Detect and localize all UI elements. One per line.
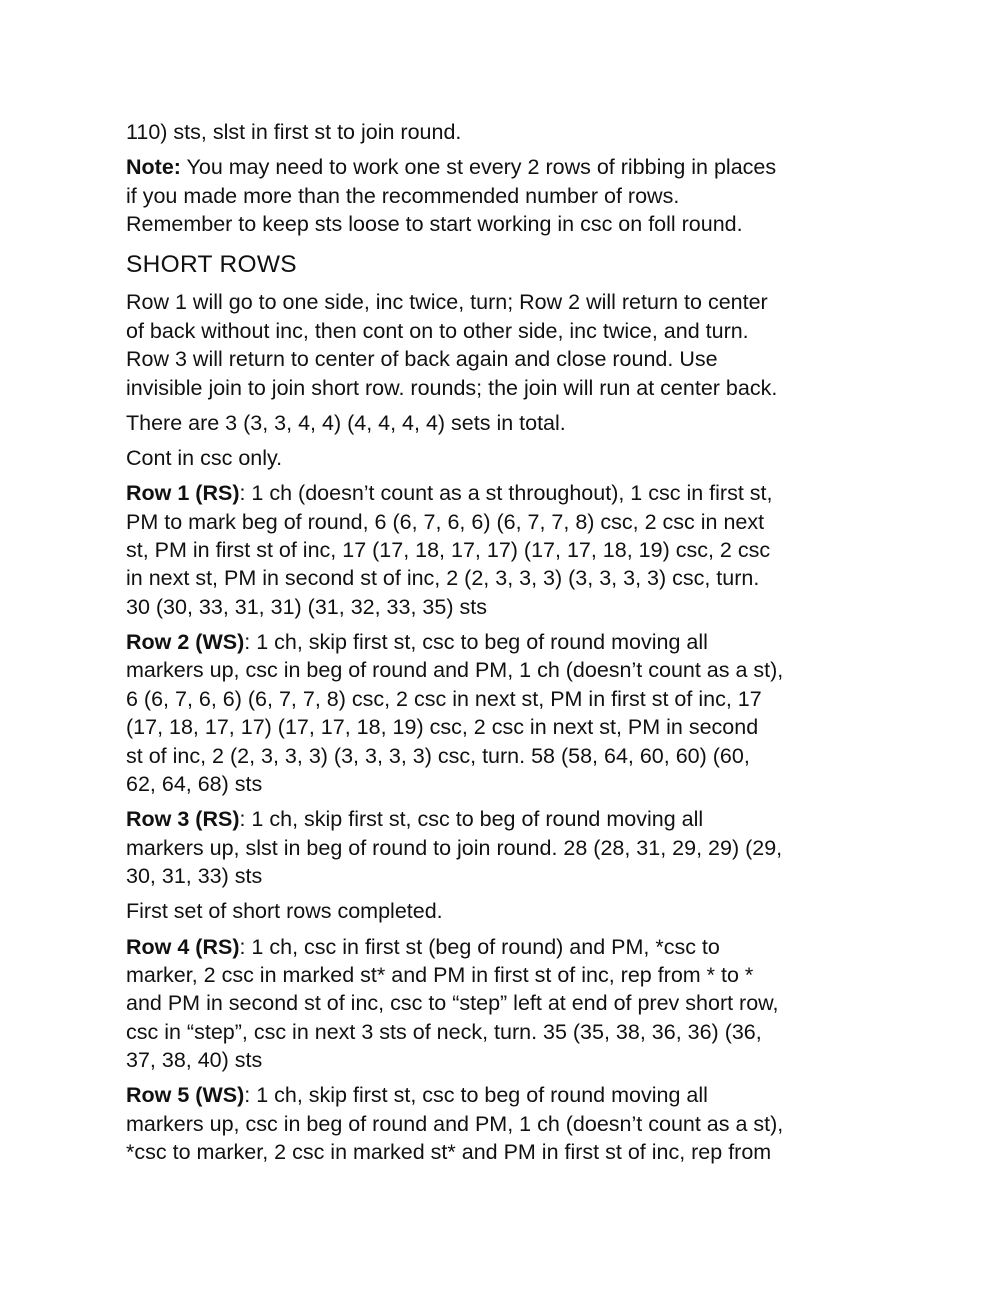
paragraph-text: : 1 ch, skip first st, csc to beg of round moving all markers up, slst in beg of round to join round. 28 (28, 31, 29, 29) (29, 30, 31, 33) sts bbox=[126, 807, 783, 889]
row-label: Row 4 (RS) bbox=[126, 934, 240, 959]
paragraph-row-4 bbox=[126, 933, 886, 1075]
row-label: Row 2 (WS) bbox=[126, 630, 245, 655]
paragraph-join-round bbox=[126, 118, 886, 146]
paragraph-text: Cont in csc only. bbox=[126, 446, 283, 471]
document-page bbox=[126, 118, 886, 1173]
row-label: Row 5 (WS) bbox=[126, 1083, 245, 1108]
row-label: Row 1 (RS) bbox=[126, 481, 240, 506]
note-label: Note: bbox=[126, 155, 181, 180]
paragraph-text: You may need to work one st every 2 rows of ribbing in places if you made more than the recommended number of rows. Remember to keep sts loose to start working in csc on foll round. bbox=[126, 155, 777, 237]
paragraph-text: 110) sts, slst in first st to join round. bbox=[126, 120, 462, 144]
paragraph-note bbox=[126, 153, 886, 238]
paragraph-text: : 1 ch, skip first st, csc to beg of round moving all markers up, csc in beg of round and PM, 1 ch (doesn’t count as a st), 6 (6, 7, 6, 6) (6, 7, 7, 8) csc, 2 csc in next st, PM in first st of inc, 17 (17, 18, 17, 17) (17, 17, 18, 19) csc, 2 csc in next st, PM in second st of inc, 2 (2, 3, 3, 3) (3, 3, 3, 3) csc, turn. 58 (58, 64, 60, 60) (60, 62, 64, 68) sts bbox=[126, 630, 784, 797]
paragraph-text: : 1 ch, skip first st, csc to beg of round moving all markers up, csc in beg of round and PM, 1 ch (doesn’t count as a st), *csc to marker, 2 csc in marked st* and PM in first st of inc, rep from bbox=[126, 1083, 784, 1165]
paragraph-row-2 bbox=[126, 628, 886, 798]
paragraph-text: : 1 ch (doesn’t count as a st throughout), 1 csc in first st, PM to mark beg of round, 6 (6, 7, 6, 6) (6, 7, 7, 8) csc, 2 csc in next st, PM in first st of inc, 17 (17, 18, 17, 17) (17, 17, 18, 19) csc, 2 csc in next st, PM in second st of inc, 2 (2, 3, 3, 3) (3, 3, 3, 3) csc, turn. 30 (30, 33, 31, 31) (31, 32, 33, 35) sts bbox=[126, 481, 773, 619]
paragraph-row-1 bbox=[126, 479, 886, 621]
paragraph-text: First set of short rows completed. bbox=[126, 899, 443, 924]
paragraph-first-set-completed bbox=[126, 897, 886, 925]
paragraph-text: Row 1 will go to one side, inc twice, turn; Row 2 will return to center of back without inc, then cont on to other side, inc twice, and turn. Row 3 will return to center of back again and close round. Use invisible join to join short row. rounds; the join will run at center back. bbox=[126, 290, 778, 400]
section-heading-short-rows: SHORT ROWS bbox=[126, 251, 297, 279]
paragraph-short-rows-intro bbox=[126, 288, 886, 402]
paragraph-row-3 bbox=[126, 805, 886, 890]
paragraph-sets-total bbox=[126, 409, 886, 437]
paragraph-text: : 1 ch, csc in first st (beg of round) and PM, *csc to marker, 2 csc in marked st* and PM in first st of inc, rep from * to * and PM in second st of inc, csc to “step” left at end of prev short row, csc in “step”, csc in next 3 sts of neck, turn. 35 (35, 38, 36, 36) (36, 37, 38, 40) sts bbox=[126, 934, 779, 1073]
paragraph-cont-csc bbox=[126, 444, 886, 472]
paragraph-text: There are 3 (3, 3, 4, 4) (4, 4, 4, 4) sets in total. bbox=[126, 410, 566, 435]
row-label: Row 3 (RS) bbox=[126, 807, 240, 832]
paragraph-row-5 bbox=[126, 1081, 886, 1166]
